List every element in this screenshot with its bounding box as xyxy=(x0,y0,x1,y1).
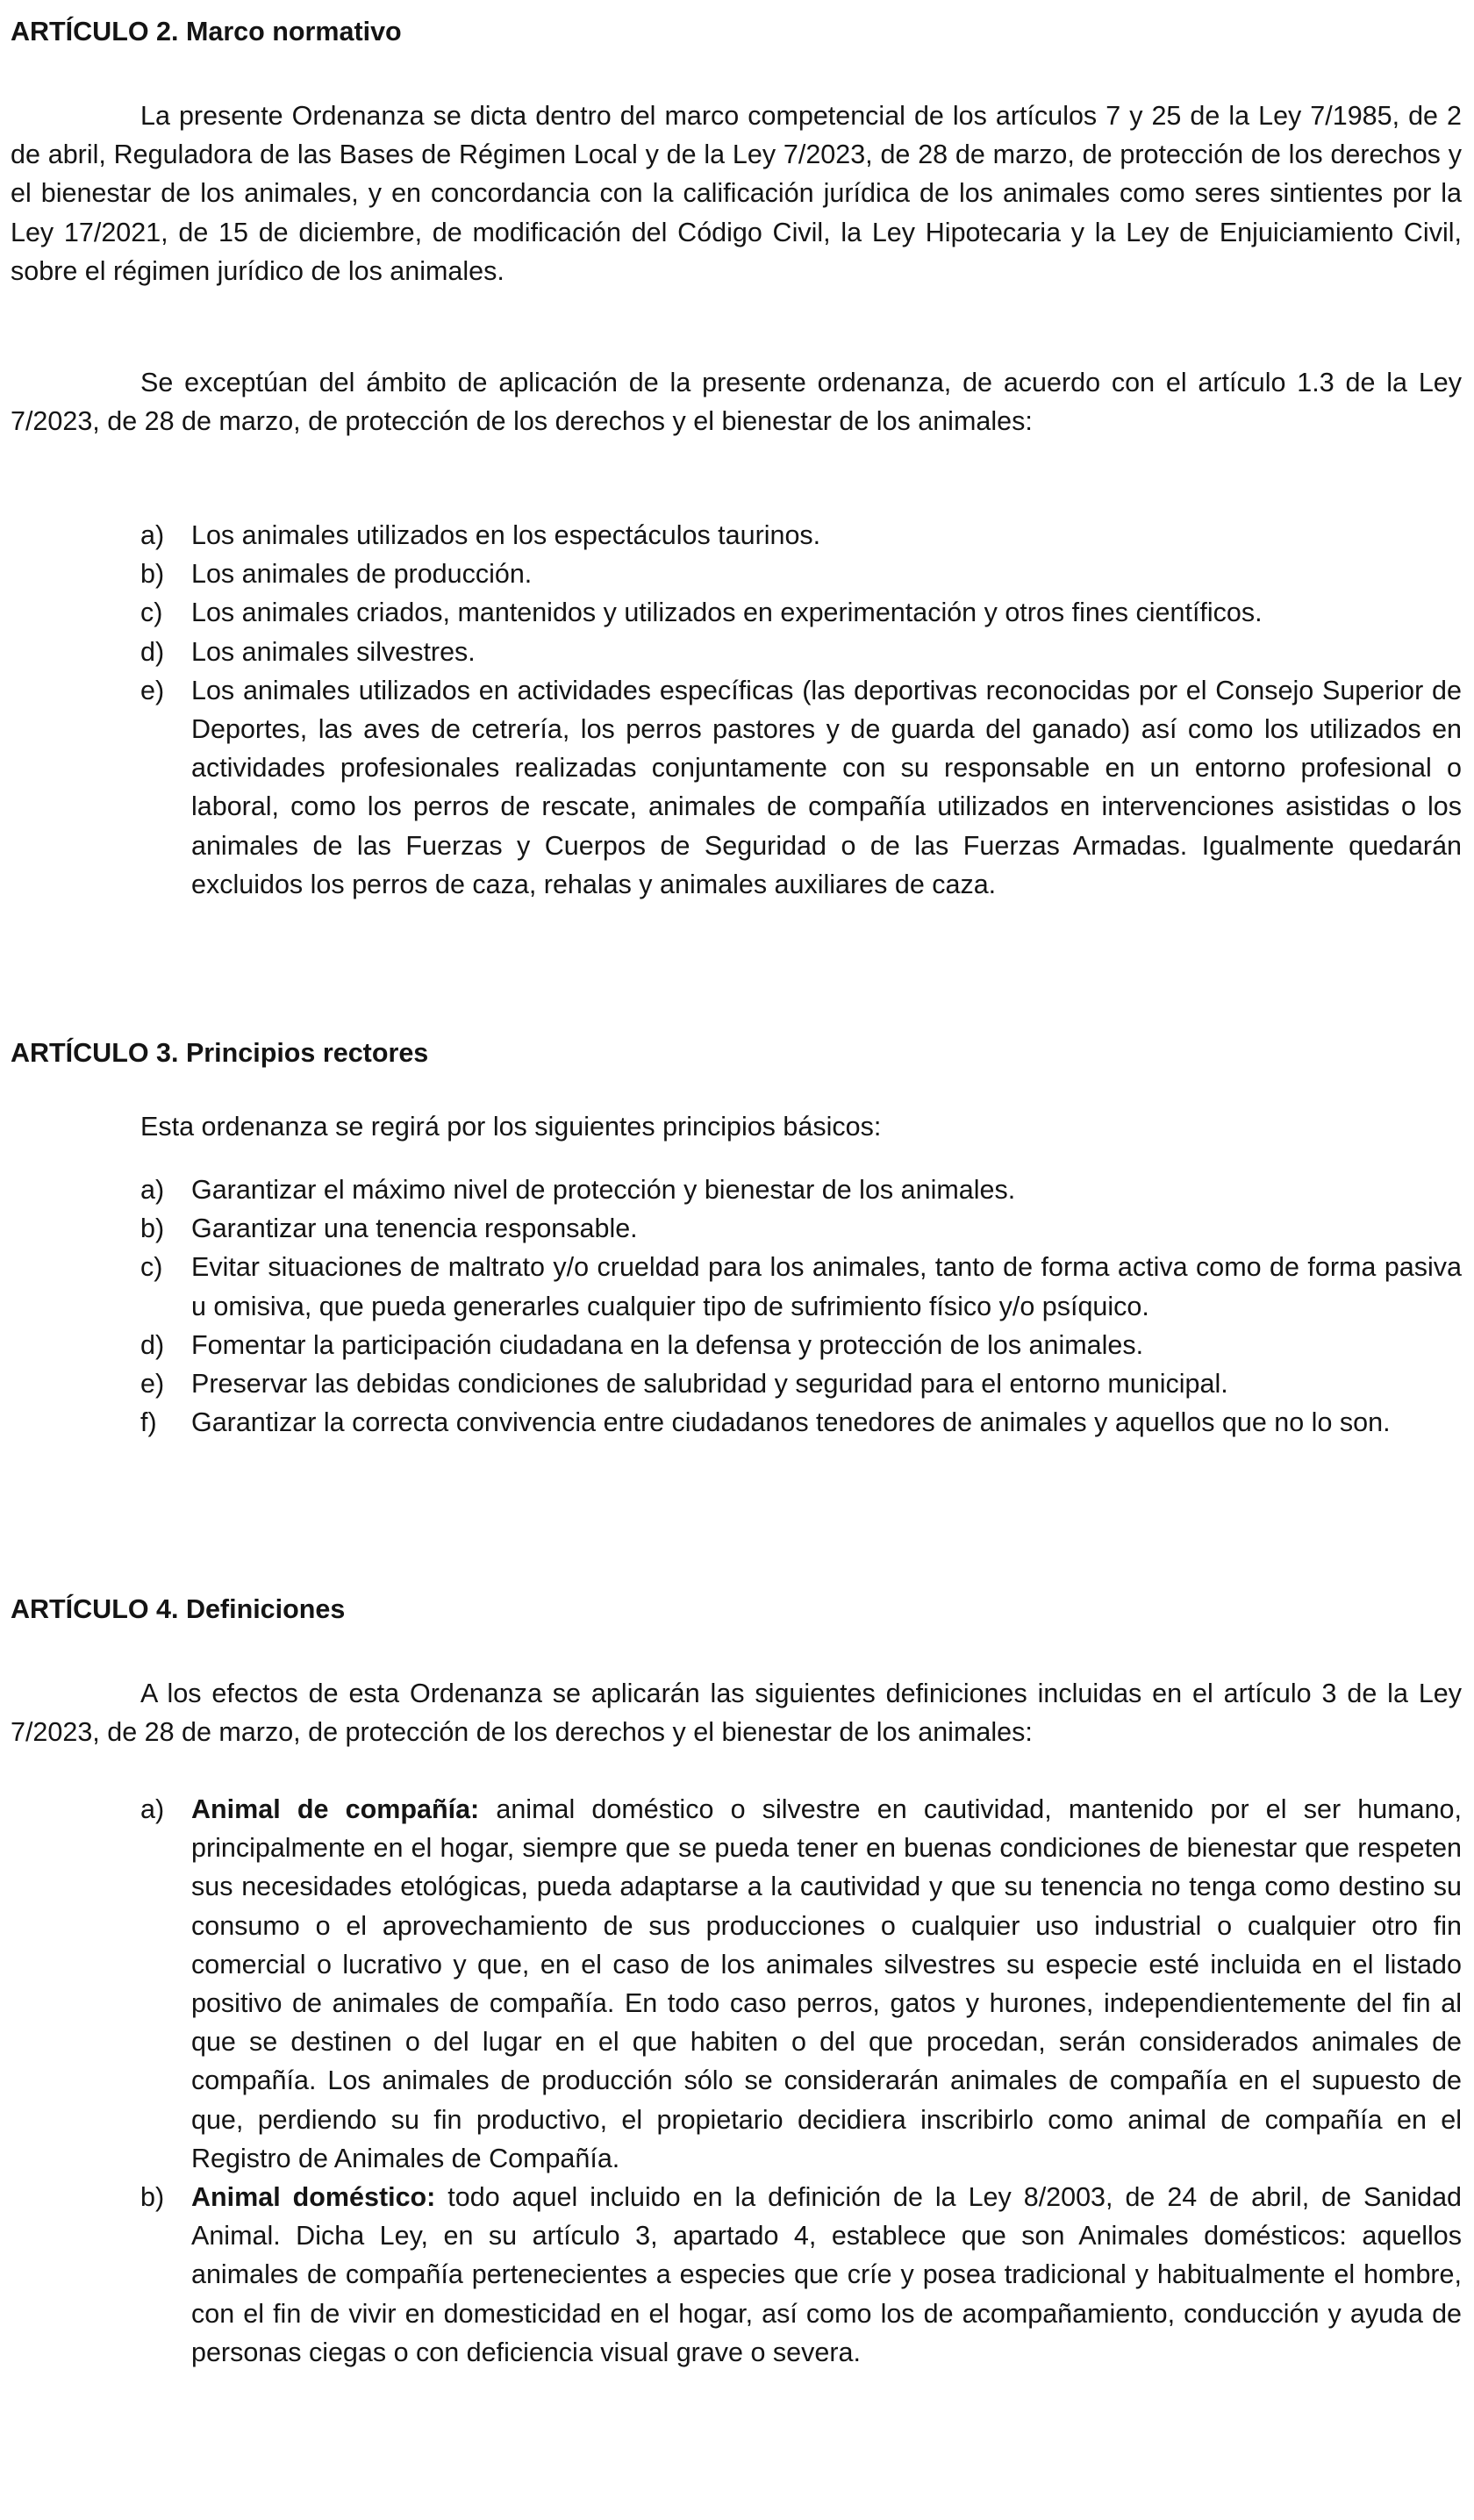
article-3-principles-list xyxy=(140,1171,1462,1442)
article-2-paragraph-1: La presente Ordenanza se dicta dentro del marco competencial de los artículos 7 y 25 de la Ley 7/1985, de 2 de abril, Reguladora de las Bases de Régimen Local y de la Ley 7/2023, de 28 de marzo, de protección de los derechos y el bienestar de los animales, y en concordancia con la calificación jurídica de los animales como seres sintientes por la Ley 17/2021, de 15 de diciembre, de modificación del Código Civil, la Ley Hipotecaria y la Ley de Enjuiciamiento Civil, sobre el régimen jurídico de los animales. xyxy=(11,101,1462,286)
list-marker: b) xyxy=(140,559,165,590)
list-item xyxy=(140,1209,1462,1248)
list-item xyxy=(140,1248,1462,1325)
list-marker: a) xyxy=(140,1175,165,1205)
list-marker: a) xyxy=(140,520,165,550)
list-marker: f) xyxy=(140,1407,157,1438)
article-3-lead: Esta ordenanza se regirá por los siguientes principios básicos: xyxy=(140,1112,882,1142)
definition-text: todo aquel incluido en la definición de la Ley 8/2003, de 24 de abril, de Sanidad Animal. Dicha Ley, en su artículo 3, apartado 4, establece que son Animales domésticos: aquellos animales de compañía pertenecientes a especies que críe y posea tradicional y habitualmente el hombre, con el fin de vivir en domesticidad en el hogar, así como los de acompañamiento, conducción y ayuda de personas ciegas o con deficiencia visual grave o severa. xyxy=(191,2182,1462,2367)
list-item-text: Garantizar el máximo nivel de protección y bienestar de los animales. xyxy=(191,1175,1016,1205)
list-item-text: Preservar las debidas condiciones de salubridad y seguridad para el entorno municipal. xyxy=(191,1369,1228,1400)
definition-text: animal doméstico o silvestre en cautividad, mantenido por el ser humano, principalmente en el hogar, siempre que se pueda tener en buenas condiciones de bienestar que respeten sus necesidades etológicas, pueda adaptarse a la cautividad y que su tenencia no tenga como destino su consumo o el aprovechamiento de sus producciones o cualquier uso industrial o cualquier otro fin comercial o lucrativo y que, en el caso de los animales silvestres su especie esté incluida en el listado positivo de animales de compañía. En todo caso perros, gatos y hurones, independientemente del fin al que se destinen o del lugar en el que habiten o del que procedan, serán considerados animales de compañía. Los animales de producción sólo se considerarán animales de compañía en el supuesto de que, perdiendo su fin productivo, el propietario decidiera inscribirlo como animal de compañía en el Registro de Animales de Compañía. xyxy=(191,1794,1462,2173)
list-marker: b) xyxy=(140,2182,165,2213)
list-item xyxy=(140,1326,1462,1364)
list-item xyxy=(140,516,1462,555)
article-3-heading: ARTÍCULO 3. Principios rectores xyxy=(11,1038,429,1068)
list-item xyxy=(140,633,1462,671)
list-item-text: Fomentar la participación ciudadana en la defensa y protección de los animales. xyxy=(191,1329,1144,1360)
article-2-heading: ARTÍCULO 2. Marco normativo xyxy=(11,17,402,47)
list-item-text: Los animales de producción. xyxy=(191,559,533,590)
list-item-text: Garantizar una tenencia responsable. xyxy=(191,1213,638,1244)
list-item xyxy=(140,1171,1462,1209)
article-4-heading: ARTÍCULO 4. Definiciones xyxy=(11,1594,346,1624)
list-marker: e) xyxy=(140,1369,165,1400)
list-item xyxy=(140,1790,1462,2178)
definition-term: Animal doméstico: xyxy=(191,2182,436,2213)
list-item-text: Garantizar la correcta convivencia entre ciudadanos tenedores de animales y aquellos que no lo son. xyxy=(191,1407,1391,1438)
definition-term: Animal de compañía: xyxy=(191,1794,480,1824)
article-2-paragraph-2: Se exceptúan del ámbito de aplicación de la presente ordenanza, de acuerdo con el artículo 1.3 de la Ley 7/2023, de 28 de marzo, de protección de los derechos y el bienestar de los animales: xyxy=(11,368,1462,437)
list-item xyxy=(140,671,1462,904)
list-item xyxy=(140,1364,1462,1403)
list-item xyxy=(140,2178,1462,2372)
list-marker: b) xyxy=(140,1213,165,1244)
article-2-exceptions-list xyxy=(140,516,1462,904)
list-marker: d) xyxy=(140,1329,165,1360)
list-marker: e) xyxy=(140,675,165,705)
list-marker: a) xyxy=(140,1794,165,1824)
list-item-text: Los animales silvestres. xyxy=(191,636,476,667)
list-item xyxy=(140,1403,1462,1442)
list-marker: c) xyxy=(140,598,163,628)
list-item-text: Los animales utilizados en actividades específicas (las deportivas reconocidas por el Consejo Superior de Deportes, las aves de cetrería, los perros pastores y de guarda del ganado) así como los utilizados en actividades profesionales realizadas conjuntamente con su responsable en un entorno profesional o laboral, como los perros de rescate, animales de compañía utilizados en intervenciones asistidas o los animales de las Fuerzas y Cuerpos de Seguridad o de las Fuerzas Armadas. Igualmente quedarán excluidos los perros de caza, rehalas y animales auxiliares de caza. xyxy=(191,675,1462,899)
list-item-text: Evitar situaciones de maltrato y/o crueldad para los animales, tanto de forma activa como de forma pasiva u omisiva, que pueda generarles cualquier tipo de sufrimiento físico y/o psíquico. xyxy=(191,1252,1462,1321)
list-item-text: Los animales utilizados en los espectáculos taurinos. xyxy=(191,520,821,550)
list-item-text: Los animales criados, mantenidos y utilizados en experimentación y otros fines científicos. xyxy=(191,598,1263,628)
list-item xyxy=(140,555,1462,593)
list-item xyxy=(140,593,1462,632)
list-marker: c) xyxy=(140,1252,163,1283)
article-4-definitions-list xyxy=(140,1790,1462,2372)
article-4-paragraph-1: A los efectos de esta Ordenanza se aplicarán las siguientes definiciones incluidas en el artículo 3 de la Ley 7/2023, de 28 de marzo, de protección de los derechos y el bienestar de los animales: xyxy=(11,1679,1462,1748)
list-marker: d) xyxy=(140,636,165,667)
